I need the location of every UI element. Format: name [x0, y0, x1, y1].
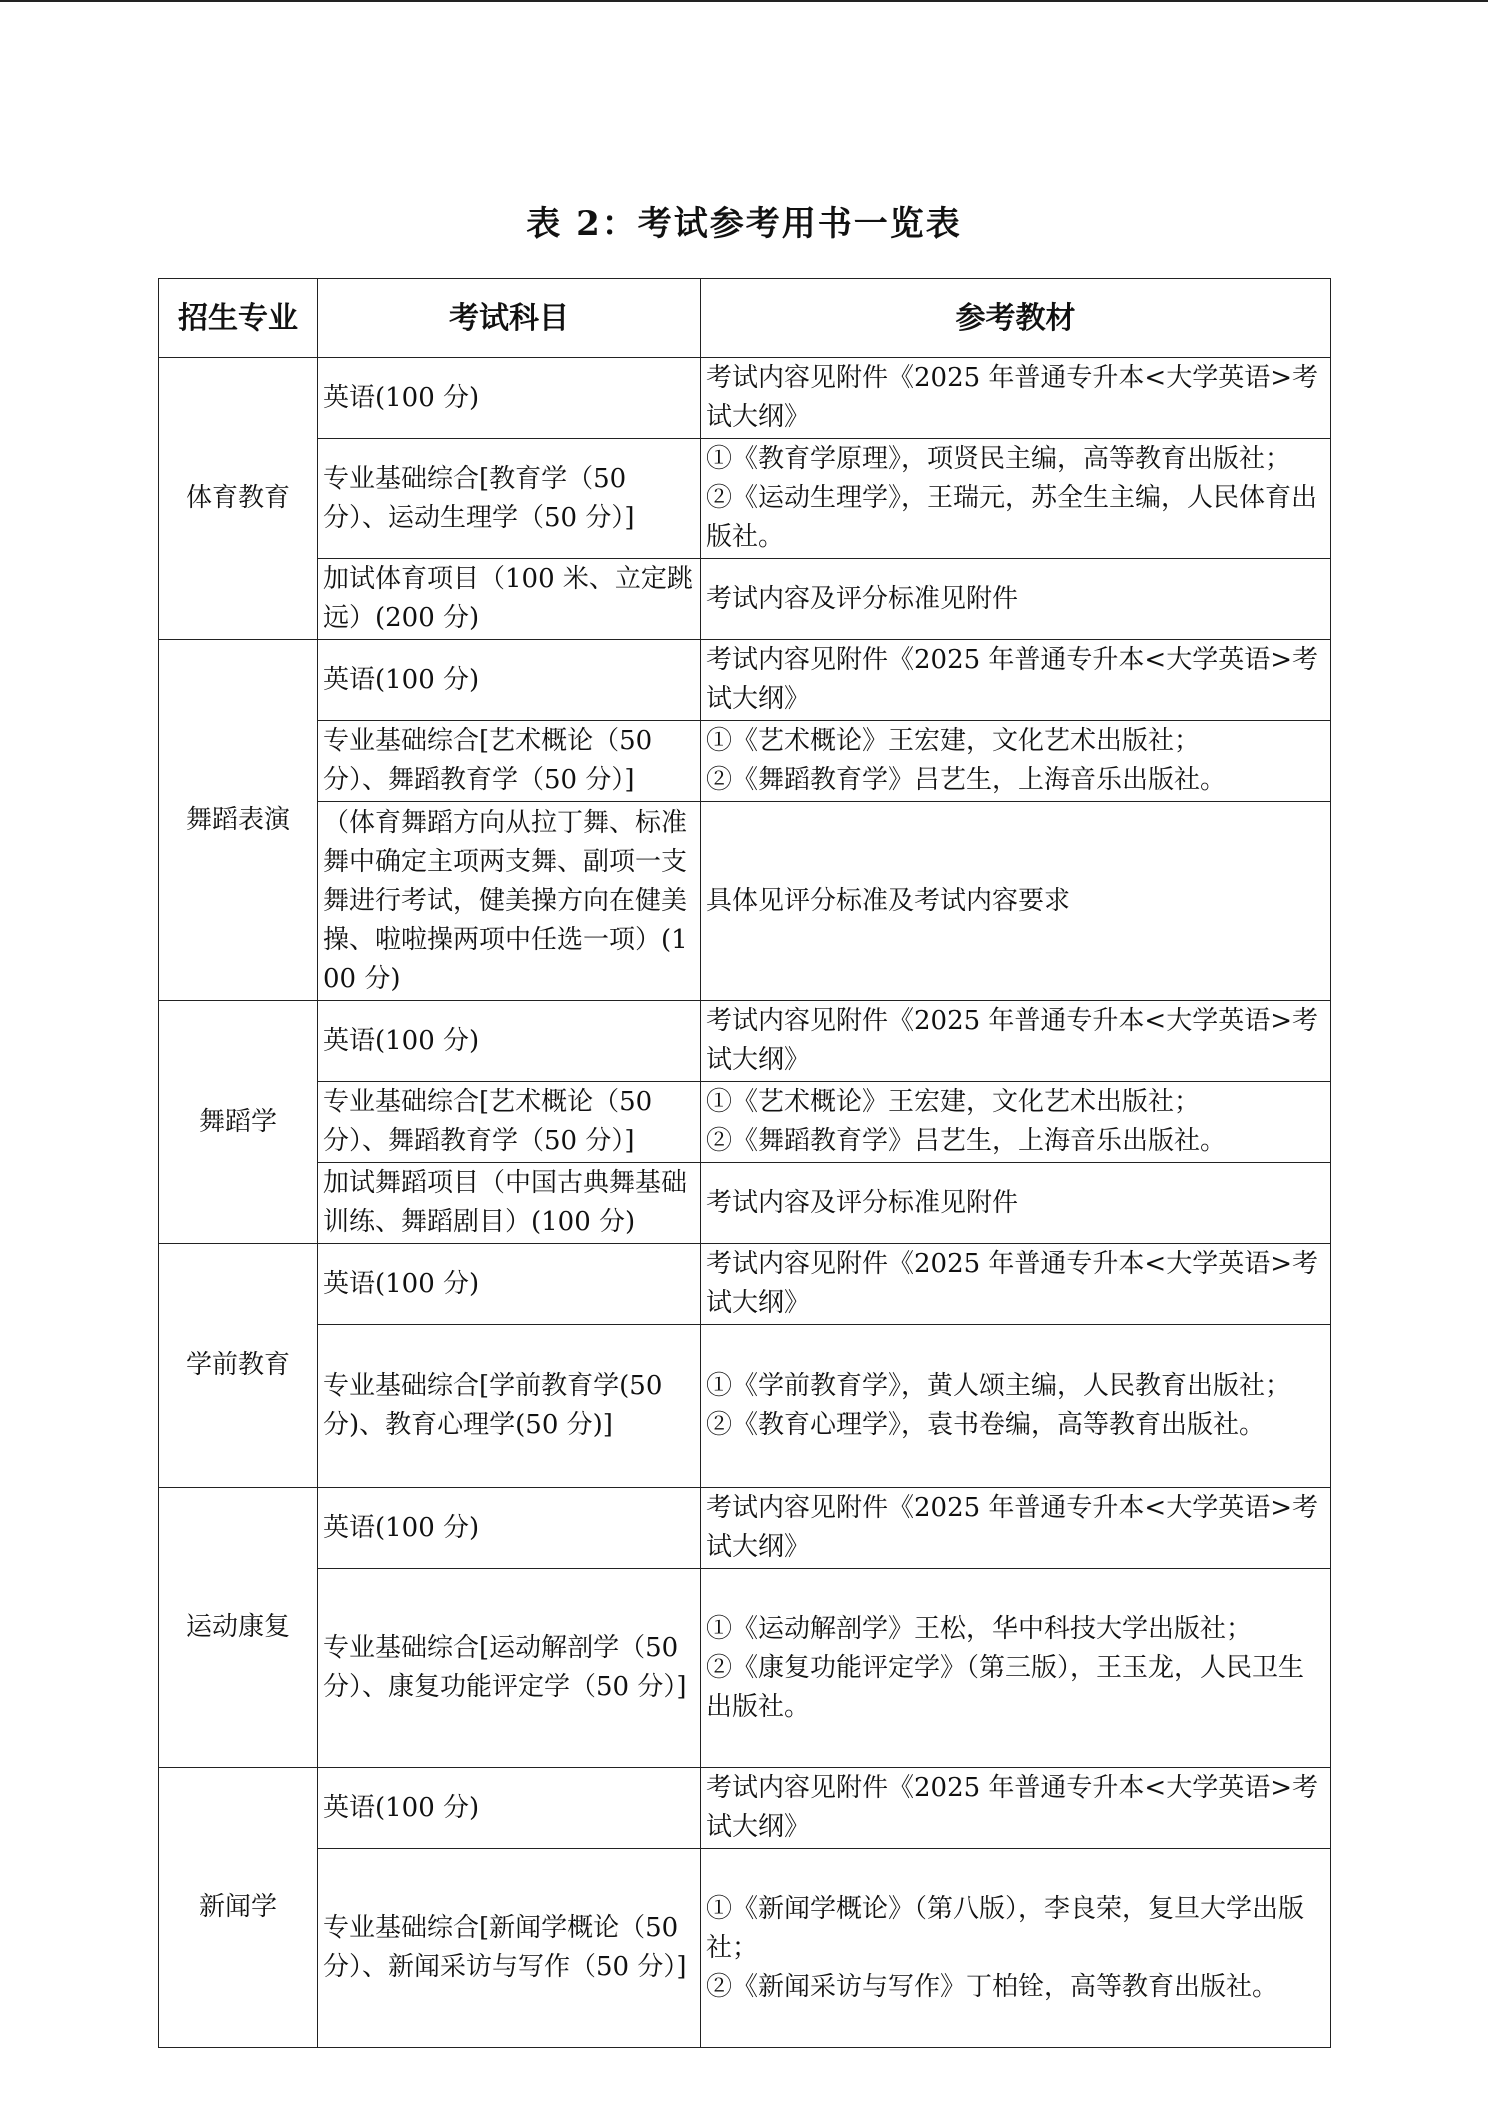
subject-cell: 专业基础综合[运动解剖学（50 分）、康复功能评定学（50 分）] — [318, 1569, 701, 1768]
subject-cell: 英语(100 分) — [318, 640, 701, 721]
material-cell: ①《运动解剖学》王松，华中科技大学出版社； ②《康复功能评定学》（第三版），王玉龙，人民卫生出版社。 — [701, 1569, 1331, 1768]
material-cell: ①《教育学原理》，项贤民主编，高等教育出版社； ②《运动生理学》，王瑞元，苏全生主编，人民体育出版社。 — [701, 439, 1331, 559]
subject-cell: 英语(100 分) — [318, 1001, 701, 1082]
subject-cell: 英语(100 分) — [318, 358, 701, 439]
material-cell: 考试内容见附件《2025 年普通专升本<大学英语>考试大纲》 — [701, 358, 1331, 439]
material-cell: 考试内容见附件《2025 年普通专升本<大学英语>考试大纲》 — [701, 1244, 1331, 1325]
page-top-rule — [0, 0, 1488, 2]
table-row — [159, 439, 1331, 559]
material-cell: 考试内容见附件《2025 年普通专升本<大学英语>考试大纲》 — [701, 1001, 1331, 1082]
table-row — [159, 1325, 1331, 1488]
major-cell: 学前教育 — [159, 1244, 318, 1488]
table-row — [159, 358, 1331, 439]
subject-cell: 专业基础综合[艺术概论（50 分）、舞蹈教育学（50 分）] — [318, 1082, 701, 1163]
table-row — [159, 1768, 1331, 1849]
major-cell: 新闻学 — [159, 1768, 318, 2048]
table-row — [159, 559, 1331, 640]
subject-cell: 专业基础综合[艺术概论（50 分）、舞蹈教育学（50 分）] — [318, 721, 701, 802]
header-material: 参考教材 — [701, 279, 1331, 358]
material-cell: 具体见评分标准及考试内容要求 — [701, 802, 1331, 1001]
material-cell: 考试内容见附件《2025 年普通专升本<大学英语>考试大纲》 — [701, 1768, 1331, 1849]
material-cell: 考试内容及评分标准见附件 — [701, 559, 1331, 640]
subject-cell: 加试舞蹈项目（中国古典舞基础训练、舞蹈剧目）(100 分) — [318, 1163, 701, 1244]
table-row — [159, 1569, 1331, 1768]
table-row — [159, 1244, 1331, 1325]
reference-books-table — [158, 278, 1331, 2048]
header-subject: 考试科目 — [318, 279, 701, 358]
table-row — [159, 1849, 1331, 2048]
subject-cell: 英语(100 分) — [318, 1244, 701, 1325]
subject-cell: 专业基础综合[学前教育学(50 分)、教育心理学(50 分)] — [318, 1325, 701, 1488]
table-row — [159, 721, 1331, 802]
material-cell: ①《艺术概论》王宏建，文化艺术出版社； ②《舞蹈教育学》吕艺生，上海音乐出版社。 — [701, 1082, 1331, 1163]
material-cell: 考试内容及评分标准见附件 — [701, 1163, 1331, 1244]
subject-cell: 专业基础综合[新闻学概论（50 分）、新闻采访与写作（50 分）] — [318, 1849, 701, 2048]
subject-cell: 英语(100 分) — [318, 1768, 701, 1849]
material-cell: 考试内容见附件《2025 年普通专升本<大学英语>考试大纲》 — [701, 1488, 1331, 1569]
major-cell: 舞蹈表演 — [159, 640, 318, 1001]
subject-cell: 英语(100 分) — [318, 1488, 701, 1569]
major-cell: 舞蹈学 — [159, 1001, 318, 1244]
table-row — [159, 1163, 1331, 1244]
table-row — [159, 1082, 1331, 1163]
subject-cell: 加试体育项目（100 米、立定跳远）(200 分) — [318, 559, 701, 640]
table-row — [159, 1488, 1331, 1569]
header-row — [159, 279, 1331, 358]
material-cell: 考试内容见附件《2025 年普通专升本<大学英语>考试大纲》 — [701, 640, 1331, 721]
major-cell: 体育教育 — [159, 358, 318, 640]
material-cell: ①《学前教育学》，黄人颂主编，人民教育出版社； ②《教育心理学》，袁书卷编，高等教育出版社。 — [701, 1325, 1331, 1488]
header-major: 招生专业 — [159, 279, 318, 358]
table-row — [159, 802, 1331, 1001]
table-row — [159, 640, 1331, 721]
table-title: 表 2：考试参考用书一览表 — [526, 204, 962, 244]
material-cell: ①《艺术概论》王宏建，文化艺术出版社； ②《舞蹈教育学》吕艺生，上海音乐出版社。 — [701, 721, 1331, 802]
major-cell: 运动康复 — [159, 1488, 318, 1768]
subject-cell: （体育舞蹈方向从拉丁舞、标准舞中确定主项两支舞、副项一支舞进行考试，健美操方向在健美操、啦啦操两项中任选一项）(100 分) — [318, 802, 701, 1001]
table-row — [159, 1001, 1331, 1082]
subject-cell: 专业基础综合[教育学（50 分）、运动生理学（50 分）] — [318, 439, 701, 559]
material-cell: ①《新闻学概论》（第八版），李良荣，复旦大学出版社； ②《新闻采访与写作》丁柏铨，高等教育出版社。 — [701, 1849, 1331, 2048]
